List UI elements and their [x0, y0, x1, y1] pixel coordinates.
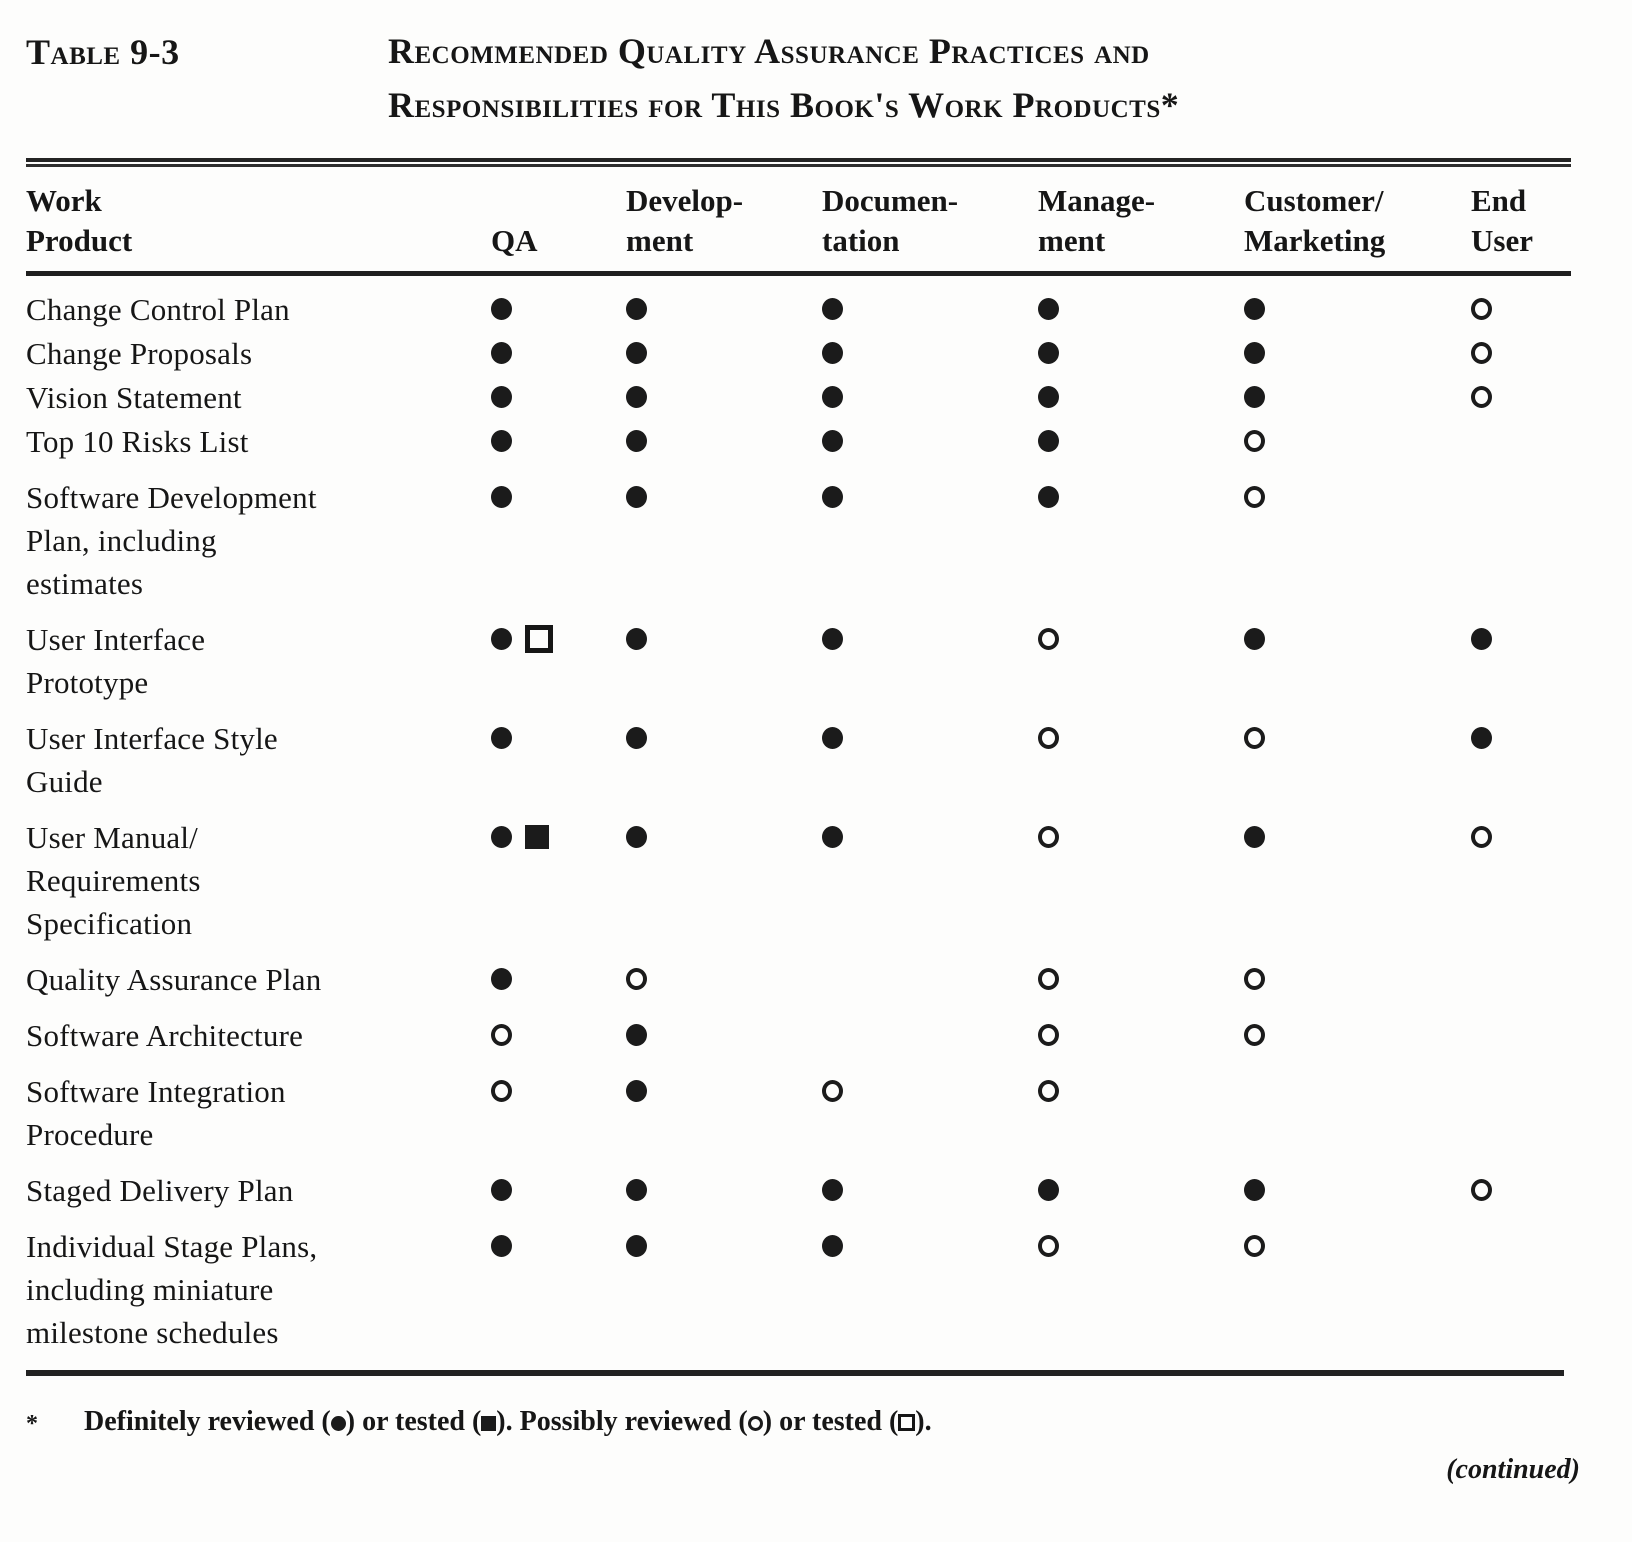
customer-marketing-cell: [1219, 958, 1446, 1001]
filled-circle-icon: [822, 298, 843, 320]
table-row: [26, 618, 1567, 704]
table-title-line-2: Responsibilities for This Book's Work Products*: [388, 85, 1180, 125]
qa-cell: [466, 1225, 601, 1354]
table-title: [388, 24, 1179, 132]
open-circle-icon: [1038, 968, 1059, 990]
filled-circle-icon: [491, 298, 512, 320]
qa-cell: [466, 476, 601, 605]
development-cell: [601, 420, 797, 463]
filled-circle-icon: [822, 386, 843, 408]
documentation-cell: [797, 332, 1013, 375]
open-circle-icon: [1471, 1179, 1492, 1201]
work-product-label: Individual Stage Plans, including miniature milestone schedules: [26, 1229, 318, 1350]
work-product-label: Vision Statement: [26, 380, 242, 415]
filled-circle-icon: [822, 1179, 843, 1201]
work-product-label: Change Control Plan: [26, 292, 290, 327]
open-circle-icon: [491, 1024, 512, 1046]
management-cell: [1013, 717, 1219, 803]
documentation-cell: [797, 816, 1013, 945]
filled-circle-icon: [491, 628, 512, 650]
documentation-cell: [797, 476, 1013, 605]
open-circle-icon: [1244, 1235, 1265, 1257]
filled-circle-icon: [626, 486, 647, 508]
table-row: [26, 1169, 1567, 1212]
col-header-development: Develop- ment: [626, 183, 744, 258]
customer-marketing-cell: [1219, 618, 1446, 704]
documentation-cell: [797, 420, 1013, 463]
work-product-label: User Interface Prototype: [26, 622, 206, 700]
table-row: [26, 476, 1567, 605]
filled-circle-icon: [822, 628, 843, 650]
development-cell: [601, 717, 797, 803]
development-cell: [601, 1014, 797, 1057]
management-cell: [1013, 1070, 1219, 1156]
filled-circle-icon: [822, 430, 843, 452]
filled-circle-icon: [491, 386, 512, 408]
end-user-cell: [1446, 1225, 1567, 1354]
qa-cell: [466, 618, 601, 704]
end-user-cell: [1446, 717, 1567, 803]
management-cell: [1013, 332, 1219, 375]
documentation-cell: [797, 717, 1013, 803]
table-row: [26, 1014, 1567, 1057]
end-user-cell: [1446, 958, 1567, 1001]
documentation-cell: [797, 288, 1013, 331]
filled-circle-icon: [626, 628, 647, 650]
footnote: [26, 1404, 1526, 1442]
development-cell: [601, 1070, 797, 1156]
documentation-cell: [797, 1070, 1013, 1156]
end-user-cell: [1446, 1070, 1567, 1156]
end-user-cell: [1446, 420, 1567, 463]
filled-circle-icon: [626, 298, 647, 320]
work-product-label: Change Proposals: [26, 336, 253, 371]
customer-marketing-cell: [1219, 288, 1446, 331]
customer-marketing-cell: [1219, 1169, 1446, 1212]
table-caption: [26, 24, 1546, 132]
table-row: [26, 1070, 1567, 1156]
end-user-cell: [1446, 332, 1567, 375]
filled-circle-icon: [1471, 727, 1492, 749]
documentation-cell: [797, 1169, 1013, 1212]
qa-cell: [466, 1169, 601, 1212]
open-circle-icon: [1244, 1024, 1265, 1046]
table-bottom-rule: [26, 1370, 1564, 1376]
filled-circle-icon: [1038, 342, 1059, 364]
filled-circle-icon: [1038, 1179, 1059, 1201]
customer-marketing-cell: [1219, 476, 1446, 605]
development-cell: [601, 376, 797, 419]
col-header-qa: QA: [491, 223, 538, 258]
table-number-label: Table 9-3: [26, 32, 180, 72]
filled-circle-icon: [1244, 386, 1265, 408]
qa-cell: [466, 717, 601, 803]
customer-marketing-cell: [1219, 816, 1446, 945]
filled-circle-icon: [1038, 430, 1059, 452]
qa-cell: [466, 958, 601, 1001]
management-cell: [1013, 1169, 1219, 1212]
table-row: [26, 958, 1567, 1001]
top-double-rule: [26, 158, 1571, 167]
management-cell: [1013, 476, 1219, 605]
open-circle-icon: [822, 1080, 843, 1102]
open-circle-icon: [1038, 1235, 1059, 1257]
development-cell: [601, 958, 797, 1001]
open-circle-icon: [1244, 968, 1265, 990]
open-circle-icon: [1471, 386, 1492, 408]
open-circle-icon: [626, 968, 647, 990]
documentation-cell: [797, 958, 1013, 1001]
filled-circle-icon: [491, 486, 512, 508]
management-cell: [1013, 288, 1219, 331]
filled-circle-icon: [1038, 386, 1059, 408]
table-row: [26, 288, 1567, 331]
qa-cell: [466, 288, 601, 331]
open-circle-icon: [1244, 486, 1265, 508]
filled-circle-icon: [491, 342, 512, 364]
customer-marketing-cell: [1219, 376, 1446, 419]
filled-circle-icon: [491, 1179, 512, 1201]
development-cell: [601, 1169, 797, 1212]
open-circle-icon: [1244, 430, 1265, 452]
end-user-cell: [1446, 288, 1567, 331]
development-cell: [601, 816, 797, 945]
filled-circle-icon: [626, 342, 647, 364]
end-user-cell: [1446, 1169, 1567, 1212]
table-row: [26, 376, 1567, 419]
filled-circle-icon: [1244, 1179, 1265, 1201]
customer-marketing-cell: [1219, 1225, 1446, 1354]
filled-circle-icon: [822, 342, 843, 364]
work-product-label: Staged Delivery Plan: [26, 1173, 294, 1208]
work-product-label: User Interface Style Guide: [26, 721, 278, 799]
filled-circle-icon: [491, 1235, 512, 1257]
work-product-label: User Manual/ Requirements Specification: [26, 820, 201, 941]
customer-marketing-cell: [1219, 420, 1446, 463]
qa-cell: [466, 332, 601, 375]
management-cell: [1013, 376, 1219, 419]
open-circle-icon: [1038, 826, 1059, 848]
open-circle-icon: [1471, 826, 1492, 848]
column-header-row: [26, 167, 1567, 271]
table-row: [26, 332, 1567, 375]
filled-circle-icon: [491, 968, 512, 990]
management-cell: [1013, 1014, 1219, 1057]
filled-circle-icon: [1244, 342, 1265, 364]
footnote-asterisk: *: [26, 1411, 38, 1437]
filled-circle-icon: [626, 826, 647, 848]
col-header-management: Manage- ment: [1038, 183, 1156, 258]
table-row: [26, 816, 1567, 945]
management-cell: [1013, 1225, 1219, 1354]
filled-circle-icon: [626, 1024, 647, 1046]
qa-cell: [466, 1070, 601, 1156]
footnote-text: Definitely reviewed ( ) or tested ( ). Possibly reviewed ( ) or tested ( ).: [84, 1406, 932, 1437]
table-title-line-1: Recommended Quality Assurance Practices and: [388, 31, 1150, 71]
open-circle-icon: [748, 1416, 763, 1431]
filled-circle-icon: [822, 486, 843, 508]
continued-label: (continued): [1446, 1454, 1580, 1485]
table-row: [26, 420, 1567, 463]
management-cell: [1013, 958, 1219, 1001]
open-circle-icon: [1038, 628, 1059, 650]
work-product-label: Quality Assurance Plan: [26, 962, 322, 997]
col-header-documentation: Documen- tation: [822, 183, 959, 258]
end-user-cell: [1446, 1014, 1567, 1057]
filled-circle-icon: [1471, 628, 1492, 650]
filled-circle-icon: [822, 727, 843, 749]
development-cell: [601, 332, 797, 375]
documentation-cell: [797, 376, 1013, 419]
end-user-cell: [1446, 476, 1567, 605]
development-cell: [601, 476, 797, 605]
filled-circle-icon: [626, 1235, 647, 1257]
filled-circle-icon: [822, 1235, 843, 1257]
customer-marketing-cell: [1219, 717, 1446, 803]
customer-marketing-cell: [1219, 1014, 1446, 1057]
filled-circle-icon: [491, 430, 512, 452]
filled-square-icon: [481, 1416, 496, 1431]
work-product-label: Software Architecture: [26, 1018, 304, 1053]
work-product-label: Software Integration Procedure: [26, 1074, 286, 1152]
open-circle-icon: [1038, 727, 1059, 749]
filled-circle-icon: [626, 386, 647, 408]
development-cell: [601, 618, 797, 704]
qa-cell: [466, 1014, 601, 1057]
documentation-cell: [797, 1014, 1013, 1057]
open-circle-icon: [1038, 1024, 1059, 1046]
open-circle-icon: [1471, 298, 1492, 320]
end-user-cell: [1446, 816, 1567, 945]
open-circle-icon: [1038, 1080, 1059, 1102]
col-header-customer-marketing: Customer/ Marketing: [1244, 183, 1386, 258]
qa-cell: [466, 816, 601, 945]
filled-circle-icon: [331, 1416, 346, 1431]
open-square-icon: [898, 1414, 915, 1431]
filled-circle-icon: [822, 826, 843, 848]
management-cell: [1013, 816, 1219, 945]
development-cell: [601, 1225, 797, 1354]
filled-circle-icon: [626, 430, 647, 452]
col-header-work-product: Work Product: [26, 183, 133, 258]
filled-circle-icon: [626, 1179, 647, 1201]
filled-circle-icon: [1038, 298, 1059, 320]
col-header-end-user: End User: [1471, 183, 1533, 258]
filled-circle-icon: [1038, 486, 1059, 508]
qa-cell: [466, 420, 601, 463]
documentation-cell: [797, 618, 1013, 704]
qa-cell: [466, 376, 601, 419]
open-square-icon: [525, 625, 553, 653]
filled-circle-icon: [1244, 298, 1265, 320]
open-circle-icon: [1244, 727, 1265, 749]
work-product-label: Software Development Plan, including estimates: [26, 480, 317, 601]
end-user-cell: [1446, 618, 1567, 704]
filled-circle-icon: [626, 1080, 647, 1102]
filled-square-icon: [525, 825, 549, 849]
filled-circle-icon: [626, 727, 647, 749]
filled-circle-icon: [491, 826, 512, 848]
documentation-cell: [797, 1225, 1013, 1354]
filled-circle-icon: [1244, 628, 1265, 650]
customer-marketing-cell: [1219, 332, 1446, 375]
table-rows: [26, 276, 1632, 1354]
open-circle-icon: [1471, 342, 1492, 364]
table-row: [26, 717, 1567, 803]
development-cell: [601, 288, 797, 331]
table-row: [26, 1225, 1567, 1354]
filled-circle-icon: [491, 727, 512, 749]
open-circle-icon: [491, 1080, 512, 1102]
management-cell: [1013, 420, 1219, 463]
work-product-label: Top 10 Risks List: [26, 424, 249, 459]
filled-circle-icon: [1244, 826, 1265, 848]
management-cell: [1013, 618, 1219, 704]
end-user-cell: [1446, 376, 1567, 419]
customer-marketing-cell: [1219, 1070, 1446, 1156]
